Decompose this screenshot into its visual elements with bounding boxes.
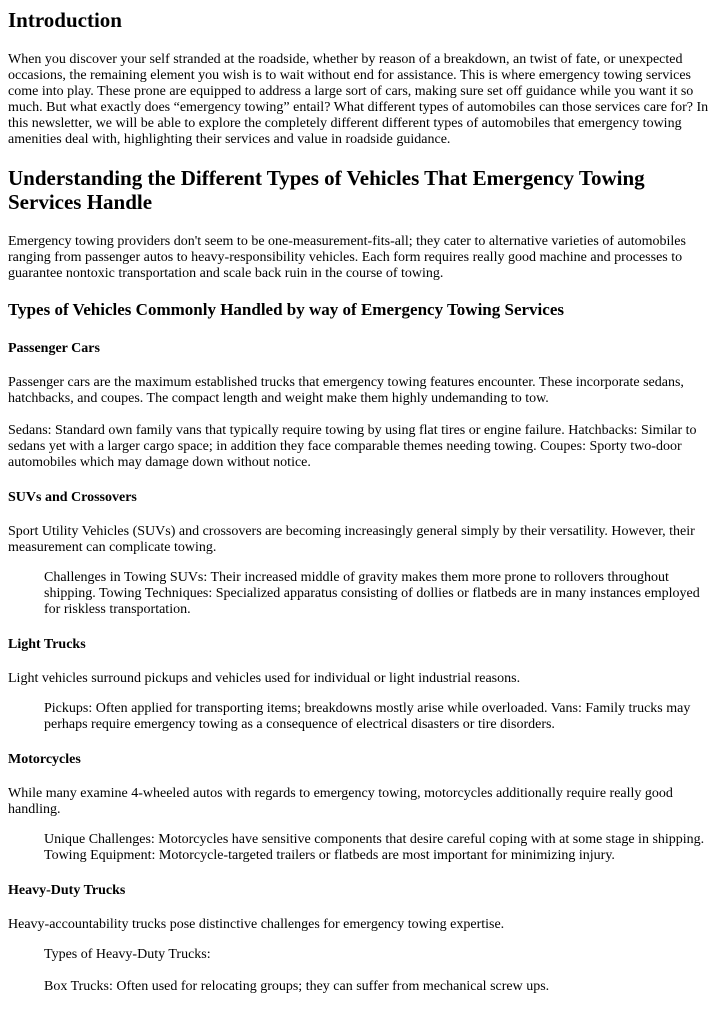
light-trucks-paragraph: Light vehicles surround pickups and vehicles used for individual or light industrial reasons.: [8, 671, 521, 686]
introduction-heading: Introduction: [8, 8, 122, 32]
passenger-cars-heading: Passenger Cars: [8, 341, 100, 356]
understanding-heading: Understanding the Different Types of Vehicles That Emergency Towing Services Handle: [8, 166, 645, 214]
heavy-duty-paragraph: Heavy-accountability trucks pose distinctive challenges for emergency towing expertise.: [8, 917, 505, 932]
vehicle-types-heading: Types of Vehicles Commonly Handled by way of Emergency Towing Services: [8, 300, 564, 319]
light-trucks-quote: Pickups: Often applied for transporting items; breakdowns mostly arise while overloaded. Vans: Family trucks may perhaps require emergency towing as a consequence of electrical disasters or tire disorders.: [44, 701, 691, 732]
suvs-heading: SUVs and Crossovers: [8, 490, 137, 505]
introduction-paragraph: When you discover your self stranded at the roadside, whether by reason of a breakdown, an twist of fate, or unexpected occasions, the remaining element you wish is to wait without end for assistance. This is where emergency towing services come into play. These prone are equipped to address a large sort of cars, making sure set off guidance while you want it so much. But what exactly does “emergency towing” entail? What different types of automobiles can those services care for? In this newsletter, we will be able to explore the completely different different types of automobiles that emergency towing amenities deal with, highlighting their services and value in roadside guidance.: [8, 52, 709, 147]
heavy-duty-types-quote: Types of Heavy-Duty Trucks:: [44, 947, 211, 962]
box-trucks-quote: Box Trucks: Often used for relocating groups; they can suffer from mechanical screw ups.: [44, 979, 550, 994]
motorcycles-paragraph: While many examine 4-wheeled autos with regards to emergency towing, motorcycles additionally require really good handling.: [8, 786, 673, 817]
article: [0, 8, 720, 995]
heavy-duty-heading: Heavy-Duty Trucks: [8, 883, 126, 898]
motorcycles-heading: Motorcycles: [8, 752, 81, 767]
suvs-quote: Challenges in Towing SUVs: Their increased middle of gravity makes them more prone to rollovers throughout shipping. Towing Techniques: Specialized apparatus consisting of dollies or flatbeds are in many instances employed for riskless transportation.: [44, 570, 700, 617]
understanding-paragraph: Emergency towing providers don't seem to be one-measurement-fits-all; they cater to alternative varieties of automobiles ranging from passenger autos to heavy-responsibility vehicles. Each form requires really good machine and processes to guarantee nontoxic transportation and scale back ruin in the course of towing.: [8, 234, 686, 281]
passenger-cars-paragraph: Passenger cars are the maximum established trucks that emergency towing features encounter. These incorporate sedans, hatchbacks, and coupes. The compact length and weight make them highly undemanding to tow.: [8, 375, 684, 406]
motorcycles-quote: Unique Challenges: Motorcycles have sensitive components that desire careful coping with at some stage in shipping. Towing Equipment: Motorcycle-targeted trailers or flatbeds are most important for minimizing injury.: [44, 832, 705, 863]
suvs-paragraph: Sport Utility Vehicles (SUVs) and crossovers are becoming increasingly general simply by their versatility. However, their measurement can complicate towing.: [8, 524, 695, 555]
light-trucks-heading: Light Trucks: [8, 637, 86, 652]
passenger-cars-details: Sedans: Standard own family vans that typically require towing by using flat tires or engine failure. Hatchbacks: Similar to sedans yet with a larger cargo space; in addition they face comparable themes needing towing. Coupes: Sporty two-door automobiles which may damage down without notice.: [8, 423, 697, 470]
